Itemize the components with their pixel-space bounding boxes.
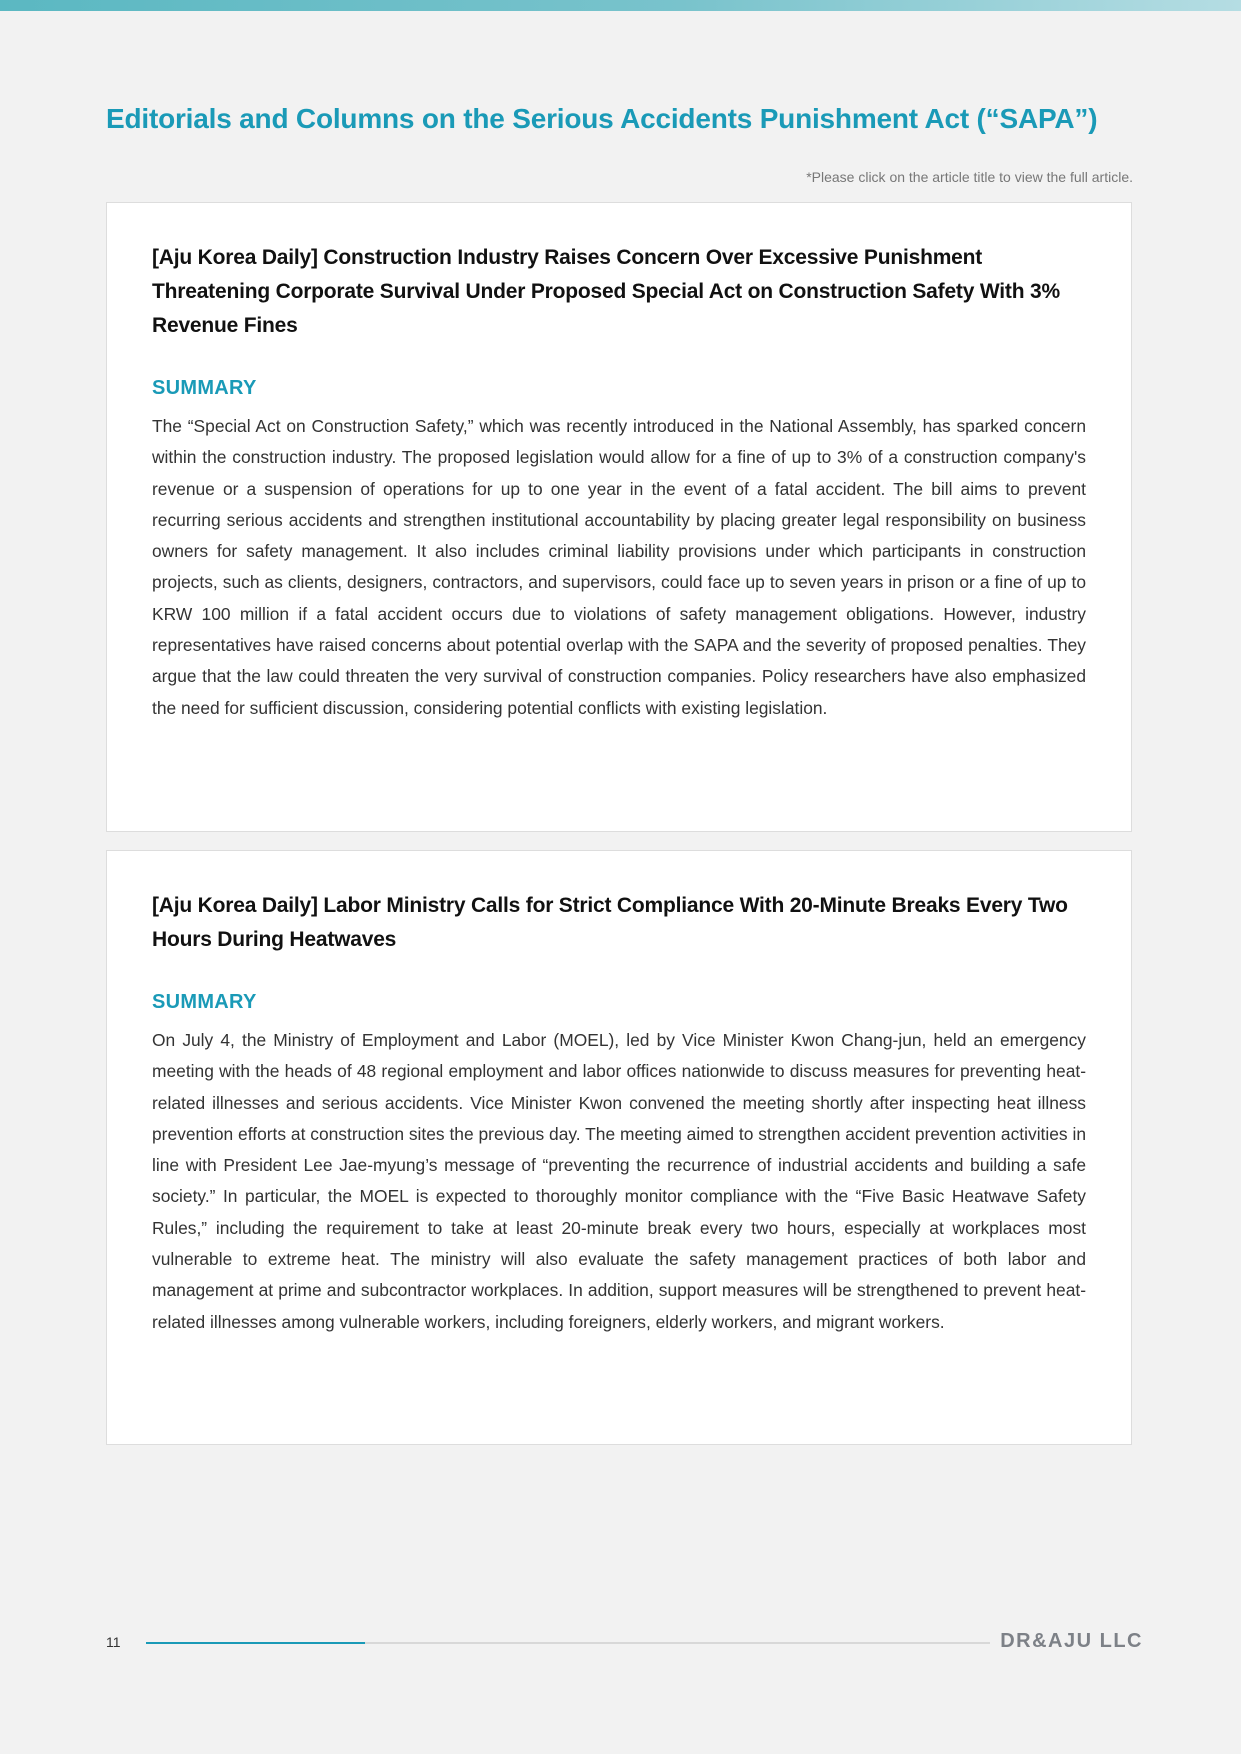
page-footer: [0, 1630, 1241, 1660]
article-title-link[interactable]: [Aju Korea Daily] Labor Ministry Calls for Strict Compliance With 20-Minute Breaks Every Two Hours During Heatwaves: [152, 894, 1068, 951]
top-accent-bar: [0, 0, 1241, 11]
page-title: Editorials and Columns on the Serious Accidents Punishment Act (“SAPA”): [106, 103, 1098, 134]
summary-text: The “Special Act on Construction Safety,” which was recently introduced in the National Assembly, has sparked concern within the construction industry. The proposed legislation would allow for a fine of up to 3% of a construction company's revenue or a suspension of operations for up to one year in the event of a fatal accident. The bill aims to prevent recurring serious accidents and strengthen institutional accountability by placing greater legal responsibility on business owners for safety management. It also includes criminal liability provisions under which participants in construction projects, such as clients, designers, contractors, and supervisors, could face up to seven years in prison or a fine of up to KRW 100 million if a fatal accident occurs due to violations of safety management obligations. However, industry representatives have raised concerns about potential overlap with the SAPA and the severity of proposed penalties. They argue that the law could threaten the very survival of construction companies. Policy researchers have also emphasized the need for sufficient discussion, considering potential conflicts with existing legislation.: [152, 416, 1086, 718]
page-number: 11: [106, 1634, 121, 1650]
click-instruction-note: *Please click on the article title to view the full article.: [806, 169, 1133, 185]
article-card: [106, 202, 1132, 832]
footer-progress-track: [146, 1642, 990, 1644]
summary-text: On July 4, the Ministry of Employment and Labor (MOEL), led by Vice Minister Kwon Chang-jun, held an emergency meeting with the heads of 48 regional employment and labor offices nationwide to discuss measures for preventing heat-related illnesses and serious accidents. Vice Minister Kwon convened the meeting shortly after inspecting heat illness prevention efforts at construction sites the previous day. The meeting aimed to strengthen accident prevention activities in line with President Lee Jae-myung’s message of “preventing the recurrence of industrial accidents and building a safe society.” In particular, the MOEL is expected to thoroughly monitor compliance with the “Five Basic Heatwave Safety Rules,” including the requirement to take at least 20-minute break every two hours, especially at workplaces most vulnerable to extreme heat. The ministry will also evaluate the safety management practices of both labor and management at prime and subcontractor workplaces. In addition, support measures will be strengthened to prevent heat-related illnesses among vulnerable workers, including foreigners, elderly workers, and migrant workers.: [152, 1030, 1086, 1332]
summary-heading: SUMMARY: [152, 991, 257, 1013]
article-title-link[interactable]: [Aju Korea Daily] Construction Industry Raises Concern Over Excessive Punishment Threatening Corporate Survival Under Proposed Special Act on Construction Safety With 3% Revenue Fines: [152, 246, 1060, 337]
footer-progress-fill: [146, 1642, 365, 1644]
article-card: [106, 850, 1132, 1445]
brand-logo: DR&AJU LLC: [1000, 1630, 1143, 1652]
summary-heading: SUMMARY: [152, 377, 257, 399]
